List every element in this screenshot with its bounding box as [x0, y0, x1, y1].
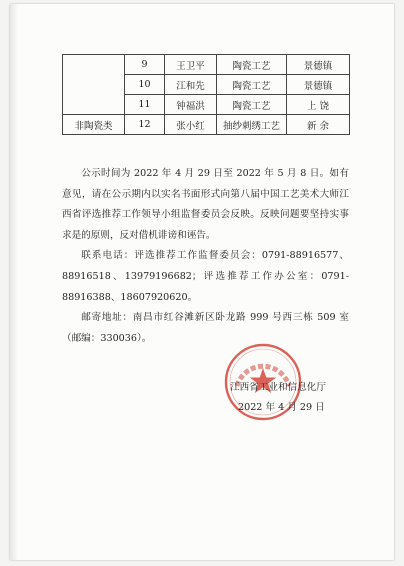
- document-page: [10, 4, 394, 560]
- page-gutter: [10, 4, 18, 560]
- name-cell: 钟福洪: [165, 95, 217, 115]
- place-cell: 景德镇: [287, 75, 350, 95]
- signature-block: [230, 378, 350, 418]
- number-cell: 9: [125, 55, 165, 75]
- craft-cell: 陶瓷工艺: [217, 55, 287, 75]
- number-cell: 11: [125, 95, 165, 115]
- nominee-table: [62, 54, 350, 135]
- place-cell: 景德镇: [287, 55, 350, 75]
- number-cell: 12: [125, 115, 165, 135]
- category-cell: 非陶瓷类: [63, 115, 125, 135]
- place-cell: 上 饶: [287, 95, 350, 115]
- number-cell: 10: [125, 75, 165, 95]
- table-row: [63, 115, 350, 135]
- contact-paragraph: 联系电话：评选推荐工作监督委员会：0791-88916577、88916518、13979196682；评选推荐工作办公室：0791-88916388、18607920620。: [62, 250, 349, 303]
- place-cell: 新 余: [287, 115, 350, 135]
- notice-body: [62, 164, 349, 349]
- issuing-organization: 江西省工业和信息化厅: [230, 382, 326, 393]
- name-cell: 张小红: [165, 115, 217, 135]
- publicity-paragraph: 公示时间为 2022 年 4 月 29 日至 2022 年 5 月 8 日。如有意见，请在公示期内以实名书面形式向第八届中国工艺美术大师江西省评选推荐工作领导小组监督委员会反映。反映问题要坚持实事求是的原则，反对借机诽谤和诬告。: [62, 168, 349, 241]
- craft-cell: 抽纱刺绣工艺: [217, 115, 287, 135]
- table-row: [63, 55, 350, 75]
- category-cell: [63, 55, 125, 115]
- name-cell: 王卫平: [165, 55, 217, 75]
- craft-cell: 陶瓷工艺: [217, 95, 287, 115]
- issue-date: 2022 年 4 月 29 日: [238, 402, 325, 413]
- address-paragraph: 邮寄地址：南昌市红谷滩新区卧龙路 999 号西三栋 509 室（邮编：330036）。: [62, 312, 349, 344]
- name-cell: 江和先: [165, 75, 217, 95]
- craft-cell: 陶瓷工艺: [217, 75, 287, 95]
